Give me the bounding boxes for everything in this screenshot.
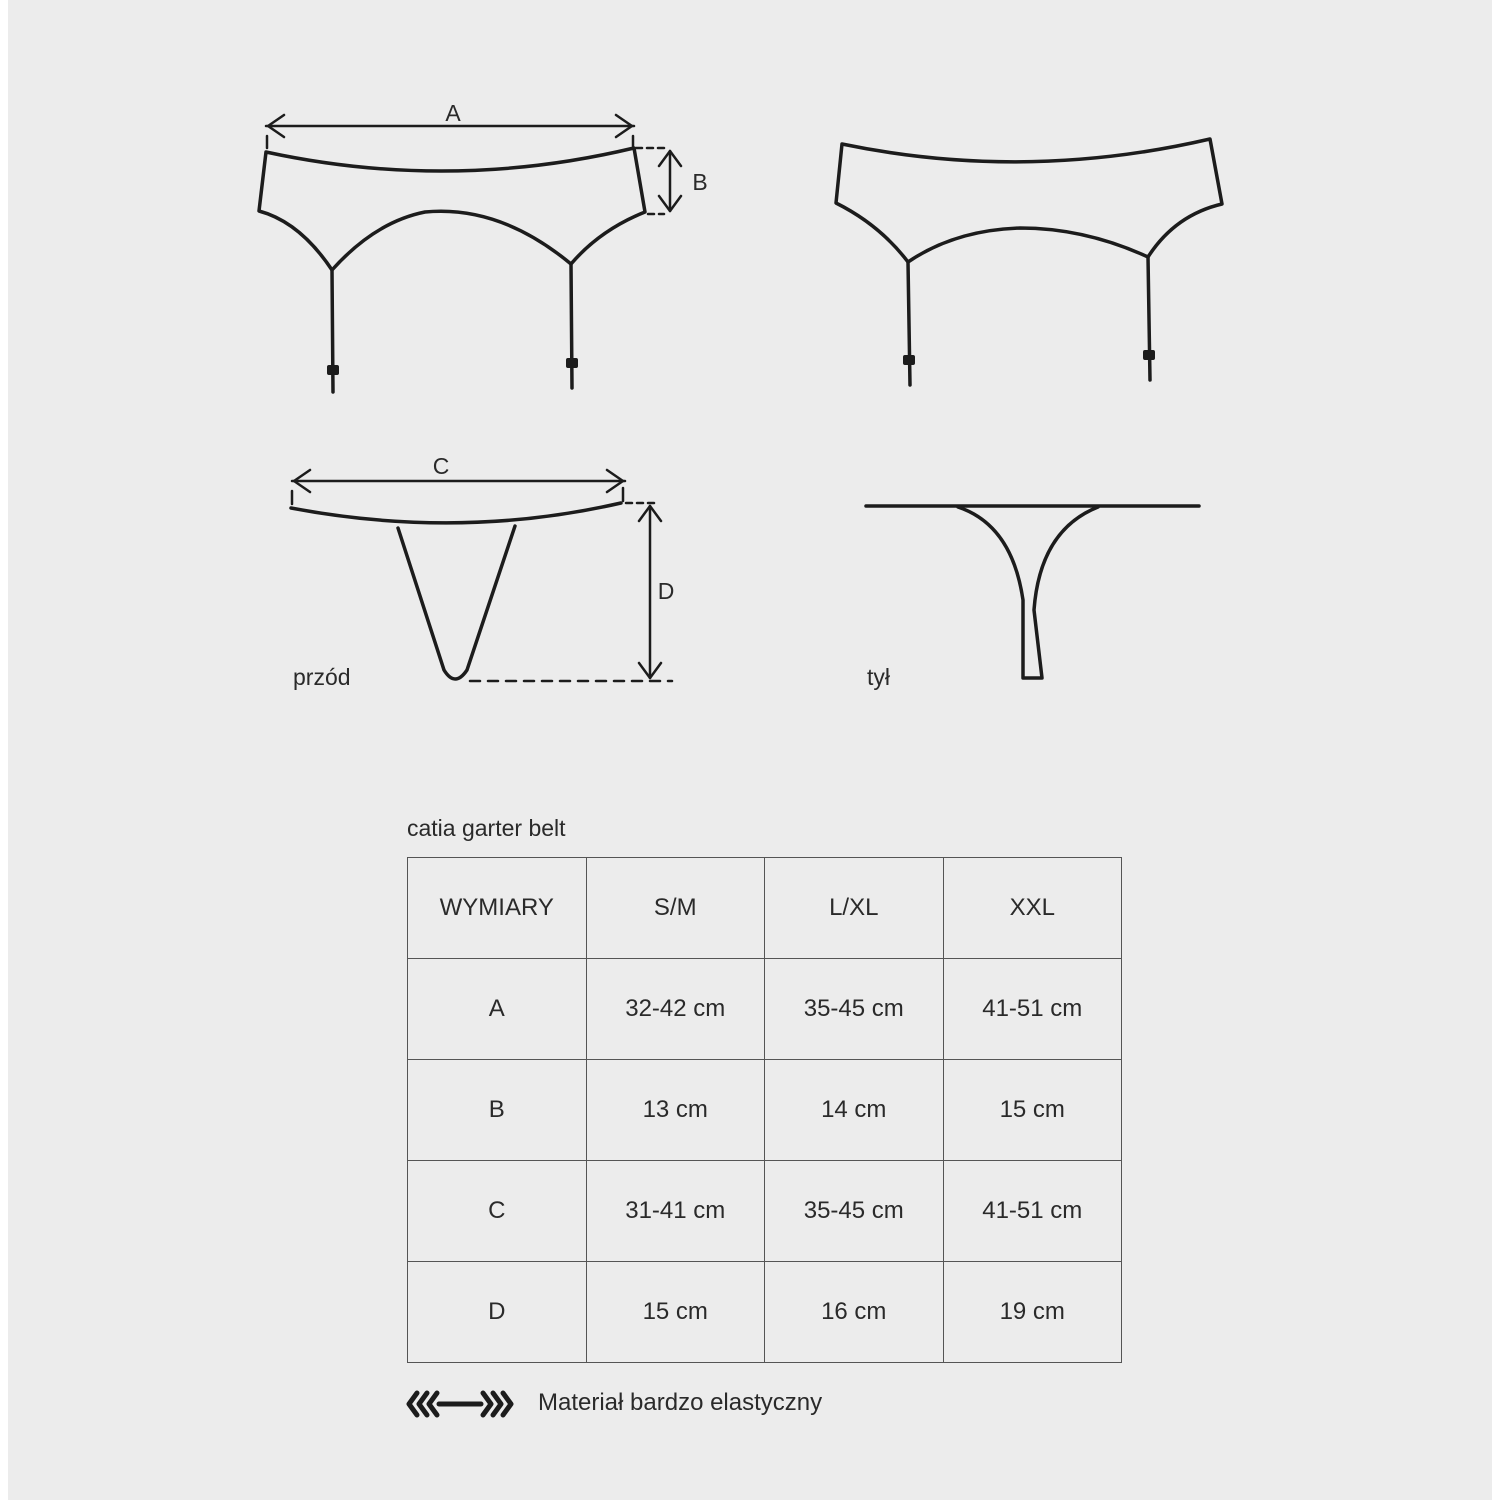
table-cell: 15 cm <box>586 1262 765 1363</box>
table-row <box>408 1060 1122 1161</box>
legend-text: Materiał bardzo elastyczny <box>538 1389 823 1416</box>
table-row <box>408 1161 1122 1262</box>
back-right-strap <box>1148 257 1150 380</box>
table-cell: 13 cm <box>586 1060 765 1161</box>
table-cell: B <box>408 1060 587 1161</box>
table-cell: 35-45 cm <box>765 959 944 1060</box>
back-left-strap <box>908 262 910 385</box>
back-view-label: tył <box>867 664 890 690</box>
table-cell: 19 cm <box>943 1262 1122 1363</box>
table-row <box>408 959 1122 1060</box>
table-row <box>408 1262 1122 1363</box>
front-right-strap <box>571 264 572 388</box>
front-garter-belt-shape <box>259 148 645 270</box>
table-cell: 41-51 cm <box>943 1161 1122 1262</box>
table-cell: D <box>408 1262 587 1363</box>
table-cell: 14 cm <box>765 1060 944 1161</box>
table-cell: 32-42 cm <box>586 959 765 1060</box>
dimension-c-label: C <box>432 453 450 479</box>
header-cell: L/XL <box>765 858 944 959</box>
table-cell: A <box>408 959 587 1060</box>
header-cell: WYMIARY <box>408 858 587 959</box>
table-title: catia garter belt <box>407 815 566 841</box>
table-cell: 16 cm <box>765 1262 944 1363</box>
table-cell: 41-51 cm <box>943 959 1122 1060</box>
clip-icon <box>1143 350 1155 360</box>
header-cell: S/M <box>586 858 765 959</box>
clip-icon <box>566 358 578 368</box>
clip-icon <box>903 355 915 365</box>
front-view-label: przód <box>293 664 351 690</box>
front-thong-waistband <box>291 503 621 523</box>
back-thong-left-curve <box>958 507 1098 678</box>
table-cell: 15 cm <box>943 1060 1122 1161</box>
back-garter-belt-shape <box>836 139 1222 262</box>
dimension-b-label: B <box>692 169 708 195</box>
clip-icon <box>327 365 339 375</box>
table-header-row <box>408 858 1122 959</box>
dimension-a-label: A <box>445 100 461 126</box>
dimension-d-label: D <box>657 578 675 604</box>
elastic-arrows-icon <box>405 1388 515 1420</box>
table-cell: C <box>408 1161 587 1262</box>
header-cell: XXL <box>943 858 1122 959</box>
size-table <box>407 857 1122 1363</box>
front-thong-shape <box>398 526 515 679</box>
table-cell: 35-45 cm <box>765 1161 944 1262</box>
table-cell: 31-41 cm <box>586 1161 765 1262</box>
